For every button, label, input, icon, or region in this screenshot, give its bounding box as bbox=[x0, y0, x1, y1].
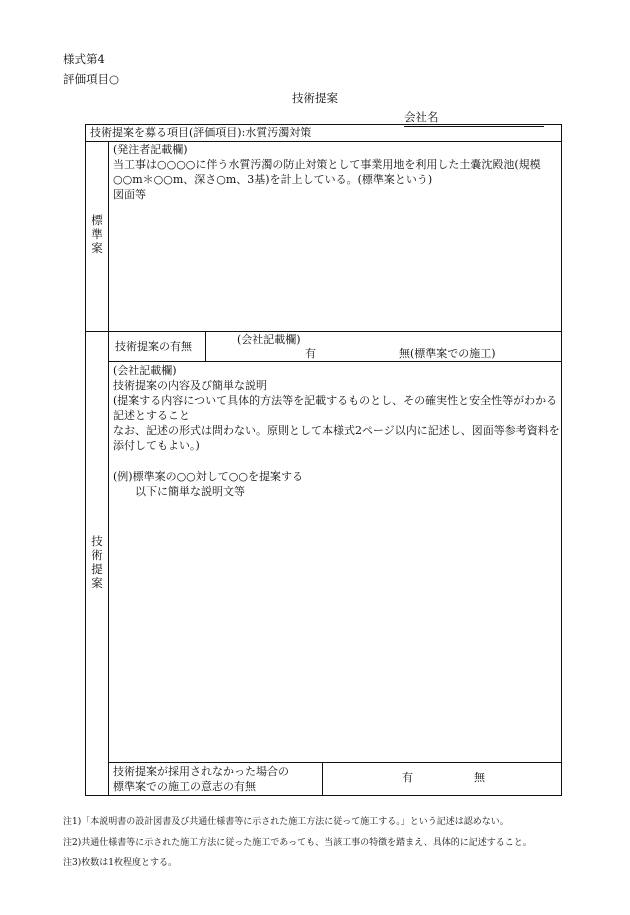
intent-label-line2: 標準案での施工の意志の有無 bbox=[113, 780, 256, 793]
label-char: 技 bbox=[91, 534, 103, 548]
table-right-border bbox=[561, 124, 562, 796]
table-left-border bbox=[85, 124, 86, 796]
proposal-line: 技術提案の内容及び簡単な説明 bbox=[113, 379, 267, 392]
standard-line: 図面等 bbox=[113, 188, 146, 201]
standard-vertical-label bbox=[89, 213, 105, 255]
note-2: 注2)共通仕様書等に示された施工方法に従った施工であっても、当該工事の特徴を踏まえ、具体的に記述すること。 bbox=[63, 838, 532, 848]
label-char: 案 bbox=[91, 576, 103, 590]
presence-label: 技術提案の有無 bbox=[115, 340, 192, 353]
proposal-line: なお、記述の形式は問わない。原則として本様式2ページ以内に記述し、図面等参考資料を bbox=[113, 424, 560, 437]
intent-column-divider bbox=[322, 762, 323, 796]
label-char: 準 bbox=[91, 227, 103, 241]
presence-column-divider bbox=[205, 331, 206, 361]
label-char: 提 bbox=[91, 562, 103, 576]
label-char: 術 bbox=[91, 548, 103, 562]
proposal-line: 添付してもよい。) bbox=[113, 439, 200, 452]
presence-company-field-label: (会社記載欄) bbox=[237, 333, 301, 346]
table-bottom-border bbox=[85, 795, 562, 796]
company-name-label: 会社名 bbox=[404, 110, 439, 124]
form-number: 様式第4 bbox=[63, 52, 105, 66]
intent-row-divider bbox=[108, 762, 562, 763]
intent-option-yes[interactable]: 有 bbox=[402, 771, 413, 784]
proposal-line: (例)標準案の○○対して○○を提案する bbox=[113, 470, 303, 483]
proposal-line: (会社記載欄) bbox=[113, 364, 177, 377]
label-char: 案 bbox=[91, 241, 103, 255]
proposal-line: 記述とすること bbox=[113, 409, 190, 422]
proposal-line: 以下に簡単な説明文等 bbox=[113, 485, 245, 498]
label-column-divider bbox=[108, 141, 109, 796]
proposal-line: (提案する内容について具体的方法等を記載するものとし、その確実性と安全性等がわかる bbox=[113, 394, 558, 407]
proposal-vertical-label bbox=[89, 534, 105, 590]
standard-line: (発注者記載欄) bbox=[113, 143, 188, 156]
presence-option-yes[interactable]: 有 bbox=[305, 347, 316, 360]
standard-line: ○○m＊○○m、深さ○m、3基)を計上している。(標準案という) bbox=[113, 173, 433, 186]
standard-line: 当工事は○○○○に伴う水質汚濁の防止対策として事業用地を利用した土嚢沈殿池(規模 bbox=[113, 158, 541, 171]
intent-label-line1: 技術提案が採用されなかった場合の bbox=[113, 765, 289, 778]
note-1: 注1)「本説明書の設計図書及び共通仕様書等に示された施工方法に従って施工する。」という記述は認めない。 bbox=[63, 817, 509, 827]
note-3: 注3)枚数は1枚程度とする。 bbox=[63, 858, 177, 868]
section-divider bbox=[85, 331, 562, 332]
presence-option-no[interactable]: 無(標準案での施工) bbox=[399, 347, 496, 360]
presence-row-divider bbox=[108, 361, 562, 362]
document-title: 技術提案 bbox=[292, 91, 338, 105]
intent-option-no[interactable]: 無 bbox=[474, 771, 485, 784]
label-char: 標 bbox=[91, 213, 103, 227]
evaluation-item: 評価項目○ bbox=[63, 72, 120, 86]
table-heading: 技術提案を募る項目(評価項目):水質汚濁対策 bbox=[90, 126, 312, 139]
